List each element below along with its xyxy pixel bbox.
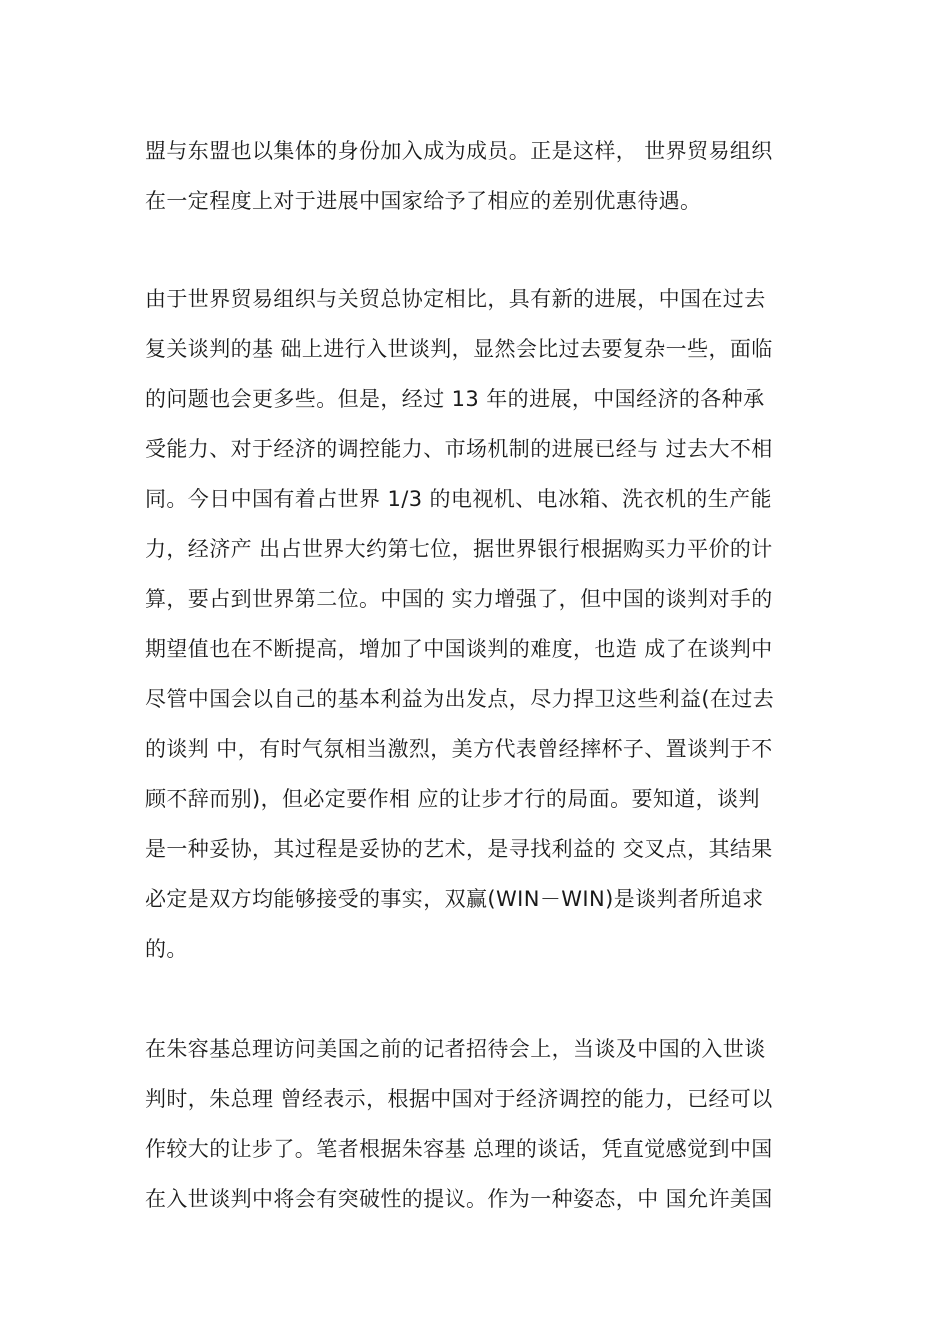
text-line: 作较大的让步了。笔者根据朱容基 总理的谈话，凭直觉感觉到中国 bbox=[145, 1137, 773, 1161]
text-line: 算，要占到世界第二位。中国的 实力增强了，但中国的谈判对手的 bbox=[145, 587, 773, 611]
text-line: 在一定程度上对于进展中国家给予了相应的差别优惠待遇。 bbox=[145, 189, 702, 213]
text-line: 必定是双方均能够接受的事实，双赢(WIN－WIN)是谈判者所追求 bbox=[145, 887, 764, 911]
text-line: 尽管中国会以自己的基本利益为出发点，尽力捍卫这些利益(在过去 bbox=[145, 687, 775, 711]
text-line: 同。今日中国有着占世界 1/3 的电视机、电冰箱、洗衣机的生产能 bbox=[145, 487, 772, 511]
paragraph-3 bbox=[145, 1024, 815, 1224]
text-line: 是一种妥协，其过程是妥协的艺术，是寻找利益的 交叉点，其结果 bbox=[145, 837, 773, 861]
text-line: 的。 bbox=[145, 937, 188, 961]
text-line: 的问题也会更多些。但是，经过 13 年的进展，中国经济的各种承 bbox=[145, 387, 765, 411]
text-line: 顾不辞而别)，但必定要作相 应的让步才行的局面。要知道，谈判 bbox=[145, 787, 760, 811]
text-line: 的谈判 中，有时气氛相当激烈，美方代表曾经摔杯子、置谈判于不 bbox=[145, 737, 773, 761]
text-line: 由于世界贸易组织与关贸总协定相比，具有新的进展，中国在过去 bbox=[145, 287, 766, 311]
text-line: 期望值也在不断提高，增加了中国谈判的难度，也造 成了在谈判中 bbox=[145, 637, 773, 661]
text-line: 在朱容基总理访问美国之前的记者招待会上，当谈及中国的入世谈 bbox=[145, 1037, 766, 1061]
text-line: 力，经济产 出占世界大约第七位，据世界银行根据购买力平价的计 bbox=[145, 537, 773, 561]
text-line: 受能力、对于经济的调控能力、市场机制的进展已经与 过去大不相 bbox=[145, 437, 773, 461]
paragraph-2 bbox=[145, 274, 815, 974]
text-line: 在入世谈判中将会有突破性的提议。作为一种姿态，中 国允许美国 bbox=[145, 1187, 773, 1211]
text-line: 复关谈判的基 础上进行入世谈判，显然会比过去要复杂一些，面临 bbox=[145, 337, 773, 361]
paragraph-1 bbox=[145, 126, 815, 226]
text-line: 判时，朱总理 曾经表示，根据中国对于经济调控的能力，已经可以 bbox=[145, 1087, 773, 1111]
text-line: 盟与东盟也以集体的身份加入成为成员。正是这样， 世界贸易组织 bbox=[145, 139, 773, 163]
